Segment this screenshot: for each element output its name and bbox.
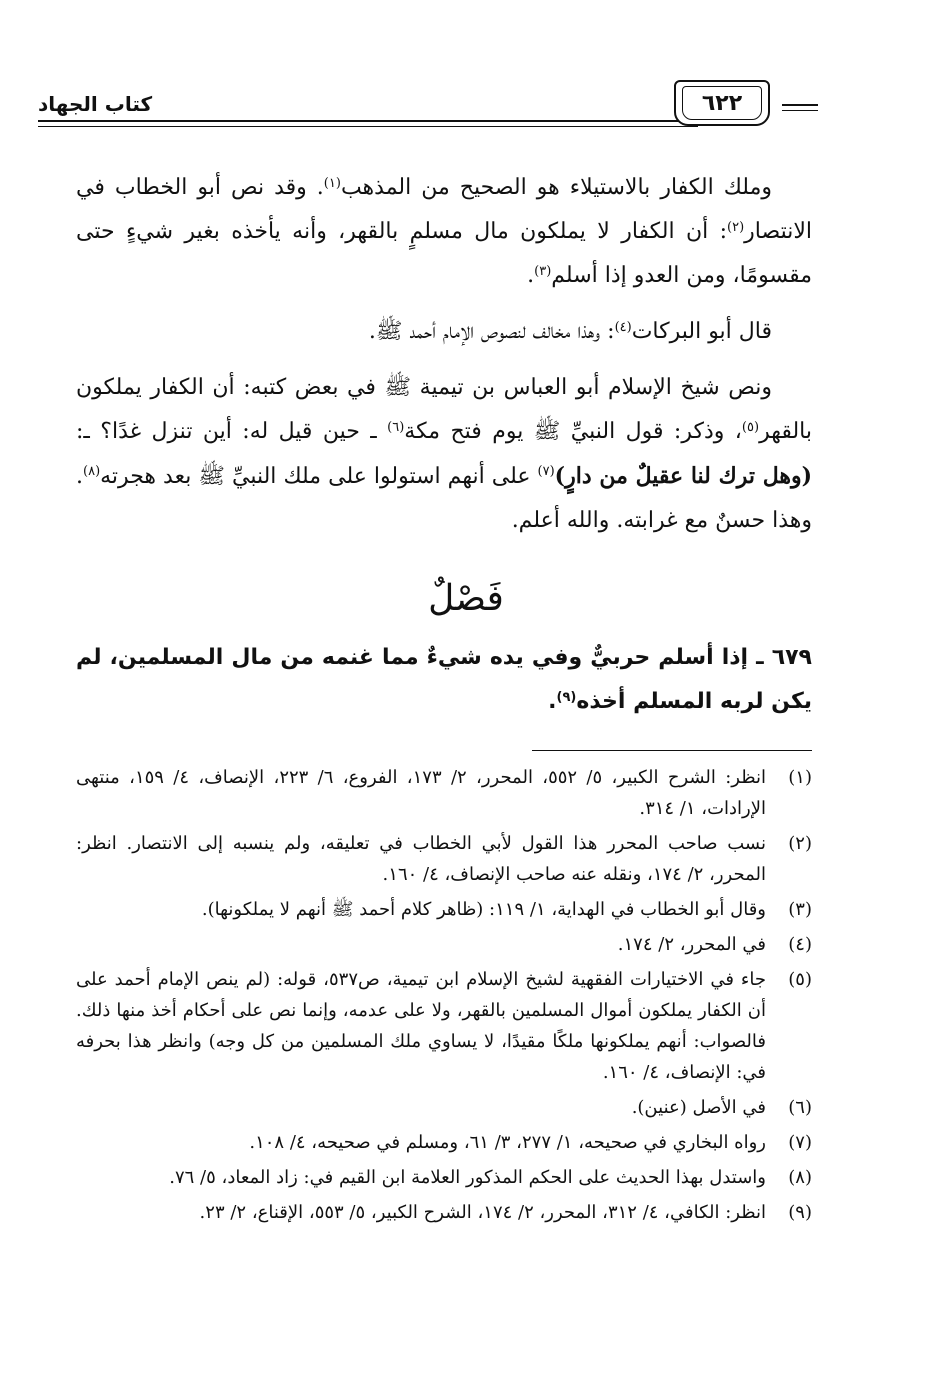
- footnote: [76, 1127, 812, 1158]
- paragraph-2: [76, 310, 812, 354]
- page-header: [38, 84, 818, 124]
- footnote-number: (٨): [788, 1167, 812, 1188]
- footnote-ref-1: (١): [323, 176, 341, 191]
- paragraph-1: [76, 166, 812, 298]
- text-run: ـ حين قيل له: أين تنزل غدًا؟ ـ:: [76, 419, 388, 444]
- footnote-text: رواه البخاري في صحيحه، ١/ ٢٧٧، ٣/ ٦١، ومسلم في صحيحه، ٤/ ١٠٨.: [249, 1132, 766, 1153]
- footnote-text: واستدل بهذا الحديث على الحكم المذكور العلامة ابن القيم في: زاد المعاد، ٥/ ٧٦.: [169, 1167, 766, 1188]
- text-run: ، وذكر: قول النبيِّ ﷺ يوم فتح مكة: [404, 419, 742, 444]
- text-run: قال أبو البركات: [631, 319, 772, 344]
- footnote-separator: [532, 750, 812, 751]
- footnote: [76, 762, 812, 824]
- footnote-number: (٩): [788, 1202, 812, 1223]
- footnote-text: في الأصل (عنين).: [631, 1097, 766, 1118]
- footnote-ref-7: (٧): [537, 464, 555, 479]
- ruling-paragraph: [76, 636, 812, 724]
- ruling-text: ٦٧٩ ـ إذا أسلم حربيٌّ وفي يده شيءٌ مما غنمه من مال المسلمين، لم يكن لربه المسلم أخذه: [76, 645, 812, 714]
- section-heading: فَصْلٌ: [428, 578, 504, 619]
- footnote-text: في المحرر، ٢/ ١٧٤.: [617, 934, 766, 955]
- footnote-number: (٢): [788, 833, 812, 854]
- footnotes: [76, 762, 812, 1232]
- footnote: [76, 828, 812, 890]
- text-run: . وهذا حسنٌ مع غرابته. والله أعلم.: [76, 464, 812, 533]
- text-run: .: [548, 689, 557, 714]
- header-rule-right: [782, 104, 818, 111]
- footnote-ref-2: (٢): [727, 220, 745, 235]
- page-number-frame: [674, 80, 770, 126]
- footnote-text: جاء في الاختيارات الفقهية لشيخ الإسلام ابن تيمية، ص٥٣٧، قوله: (لم ينص الإمام أحمد على أن الكفار يملكون أموال المسلمين بالقهر، ولا على عدمه، وإنما نص على أحكام أخذ منها ذلك. فالصواب: أنهم يملكونها ملكًا مقيدًا، لا يساوي ملك المسلمين من كل وجه) وانظر هذا بحرفه في: الإنصاف، ٤/ ١٦٠.: [76, 969, 766, 1083]
- text-run: : أن الكفار لا يملكون مال مسلمٍ بالقهر، وأنه يأخذه بغير شيءٍ حتى مقسومًا، ومن العدو إذا أسلم: [76, 219, 812, 288]
- footnote-number: (١): [788, 767, 812, 788]
- footnote: [76, 894, 812, 925]
- text-run: وملك الكفار بالاستيلاء هو الصحيح من المذهب: [340, 175, 772, 200]
- header-rule: [38, 120, 698, 127]
- footnote-text: وقال أبو الخطاب في الهداية، ١/ ١١٩: (ظاهر كلام أحمد ﷺ أنهم لا يملكونها).: [201, 899, 766, 920]
- footnote-number: (٦): [788, 1097, 812, 1118]
- footnote-number: (٤): [788, 934, 812, 955]
- text-run: : وهذا مخالف لنصوص الإمام أحمد ﷺ.: [368, 319, 615, 344]
- main-text: [76, 166, 812, 555]
- footnote: [76, 929, 812, 960]
- footnote-number: (٥): [788, 969, 812, 990]
- text-run: . وقد نص أبو الخطاب في الانتصار: [76, 175, 812, 244]
- text-run: على أنهم استولوا على ملك النبيِّ ﷺ بعد هجرته: [100, 464, 538, 489]
- footnote: [76, 1162, 812, 1193]
- footnote-number: (٧): [788, 1132, 812, 1153]
- text-run: .: [527, 263, 535, 288]
- footnote: [76, 964, 812, 1088]
- footnote-ref-5: (٥): [741, 420, 760, 435]
- running-title: كتاب الجهاد: [38, 92, 153, 116]
- footnote-ref-6: (٦): [387, 420, 405, 435]
- footnote-number: (٣): [788, 899, 812, 920]
- footnote: [76, 1092, 812, 1123]
- hadith-quote: (وهل ترك لنا عقيلٌ من دارٍ): [554, 463, 812, 489]
- footnote: [76, 1197, 812, 1228]
- footnote-ref-3: (٣): [534, 264, 552, 279]
- footnote-ref-9: (٩): [556, 690, 577, 705]
- paragraph-3: [76, 366, 812, 543]
- page-number: ٦٢٢: [701, 90, 743, 116]
- footnote-text: نسب صاحب المحرر هذا القول لأبي الخطاب في تعليقه، ولم ينسبه إلى الانتصار. انظر: المحرر، ٢/ ١٧٤، ونقله عنه صاحب الإنصاف، ٤/ ١٦٠.: [76, 833, 766, 885]
- text-run: ونص شيخ الإسلام أبو العباس بن تيمية ﷺ في بعض كتبه: أن الكفار يملكون بالقهر: [76, 375, 812, 444]
- footnote-text: انظر: الشرح الكبير، ٥/ ٥٥٢، المحرر، ٢/ ١٧٣، الفروع، ٦/ ٢٢٣، الإنصاف، ٤/ ١٥٩، منتهى الإرادات، ١/ ٣١٤.: [76, 767, 767, 819]
- footnote-ref-4: (٤): [614, 320, 632, 335]
- footnote-text: انظر: الكافي، ٤/ ٣١٢، المحرر، ٢/ ١٧٤، الشرح الكبير، ٥/ ٥٥٣، الإقناع، ٢/ ٢٣.: [199, 1202, 766, 1223]
- footnote-ref-8: (٨): [83, 464, 101, 479]
